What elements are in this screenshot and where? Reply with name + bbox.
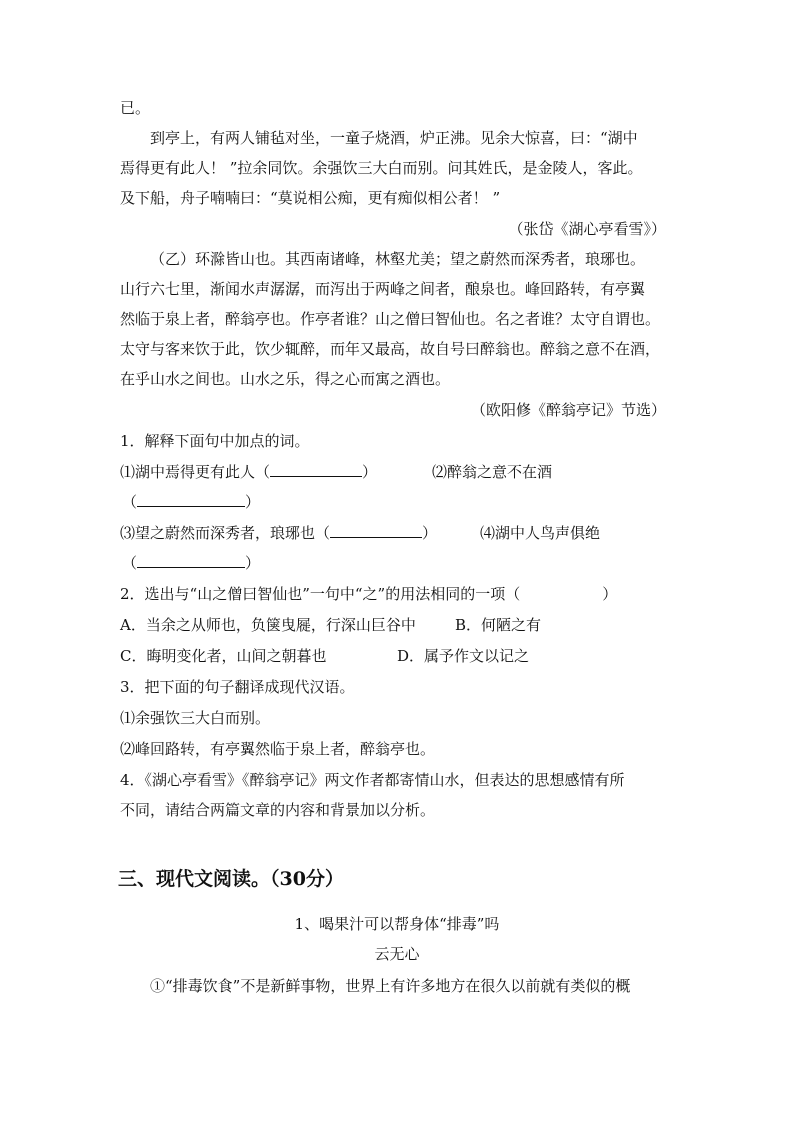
article-title: 1、喝果汁可以帮身体“排毒”吗 [294,915,500,933]
passage-a-line: 焉得更有此人！ ”拉余同饮。余强饮三大白而别。问其姓氏，是金陵人，客此。 [120,159,643,177]
answer-blank[interactable] [137,492,245,507]
question-1-item-4: ⑷湖中人鸟声俱绝 [480,524,601,542]
passage-b-line: （乙）环滁皆山也。其西南诸峰，林壑尤美；望之蔚然而深秀者，琅琊也。 [150,250,646,268]
answer-blank[interactable] [270,462,362,477]
passage-b-line: 太守与客来饮于此，饮少辄醉，而年又最高，故自号曰醉翁也。醉翁之意不在酒， [120,340,661,358]
question-1: 1．解释下面句中加点的词。 [120,432,310,450]
question-1-item-3-text: ⑶望之蔚然而深秀者，琅琊也（ [120,524,331,542]
question-1-item-2-answer [122,492,260,512]
answer-blank[interactable] [137,553,245,568]
paren-close: ） [245,493,261,511]
question-3-item-1: ⑴余强饮三大白而别。 [120,709,271,727]
question-1-item-2: ⑵醉翁之意不在酒 [432,463,553,481]
article-author: 云无心 [374,945,420,963]
article-paragraph-line: ①“排毒饮食”不是新鲜事物，世界上有许多地方在很久以前就有类似的概 [150,977,631,995]
paren-open: （ [122,493,138,511]
paren-close: ） [602,585,618,603]
passage-a-source: （张岱《湖心亭看雪》） [508,220,666,238]
passage-b-source: （欧阳修《醉翁亭记》节选） [470,401,666,419]
passage-b-line: 然临于泉上者，醉翁亭也。作亭者谁？山之僧曰智仙也。名之者谁？太守自谓也。 [120,310,661,328]
question-1-item-1 [120,462,377,482]
question-2 [120,584,617,604]
question-2-text: 2．选出与“山之僧曰智仙也”一句中“之”的用法相同的一项（ [120,585,521,603]
question-2-option-a: A．当余之从师也，负箧曳屣，行深山巨谷中 [120,616,416,634]
passage-a-line: 到亭上，有两人铺毡对坐，一童子烧酒，炉正沸。见余大惊喜，曰：“湖中 [150,129,638,147]
question-4-continued: 不同，请结合两篇文章的内容和背景加以分析。 [120,801,436,819]
paren-close: ） [422,524,438,542]
answer-blank[interactable] [330,523,422,538]
question-2-option-d: D．属予作文以记之 [397,647,530,665]
passage-b-line: 在乎山水之间也。山水之乐，得之心而寓之酒也。 [120,370,451,388]
paren-open: （ [122,554,138,572]
question-2-option-b: B．何陋之有 [455,616,542,634]
question-1-item-1-text: ⑴湖中焉得更有此人（ [120,463,271,481]
question-1-item-4-answer [122,553,260,573]
question-2-option-c: C．晦明变化者，山间之朝暮也 [120,647,327,665]
passage-a-tail: 已。 [120,99,151,117]
paren-close: ） [245,554,261,572]
question-3-item-2: ⑵峰回路转，有亭翼然临于泉上者，醉翁亭也。 [120,740,436,758]
section-heading: 三、现代文阅读。（30分） [118,868,344,890]
question-1-item-3 [120,523,437,543]
question-3: 3．把下面的句子翻译成现代汉语。 [120,678,355,696]
passage-b-line: 山行六七里，渐闻水声潺潺，而泻出于两峰之间者，酿泉也。峰回路转，有亭翼 [120,280,646,298]
passage-a-line: 及下船，舟子喃喃曰：“莫说相公痴，更有痴似相公者！ ” [120,189,501,207]
question-4: 4．《湖心亭看雪》《醉翁亭记》两文作者都寄情山水，但表达的思想感情有所 [120,771,625,789]
paren-close: ） [362,463,378,481]
